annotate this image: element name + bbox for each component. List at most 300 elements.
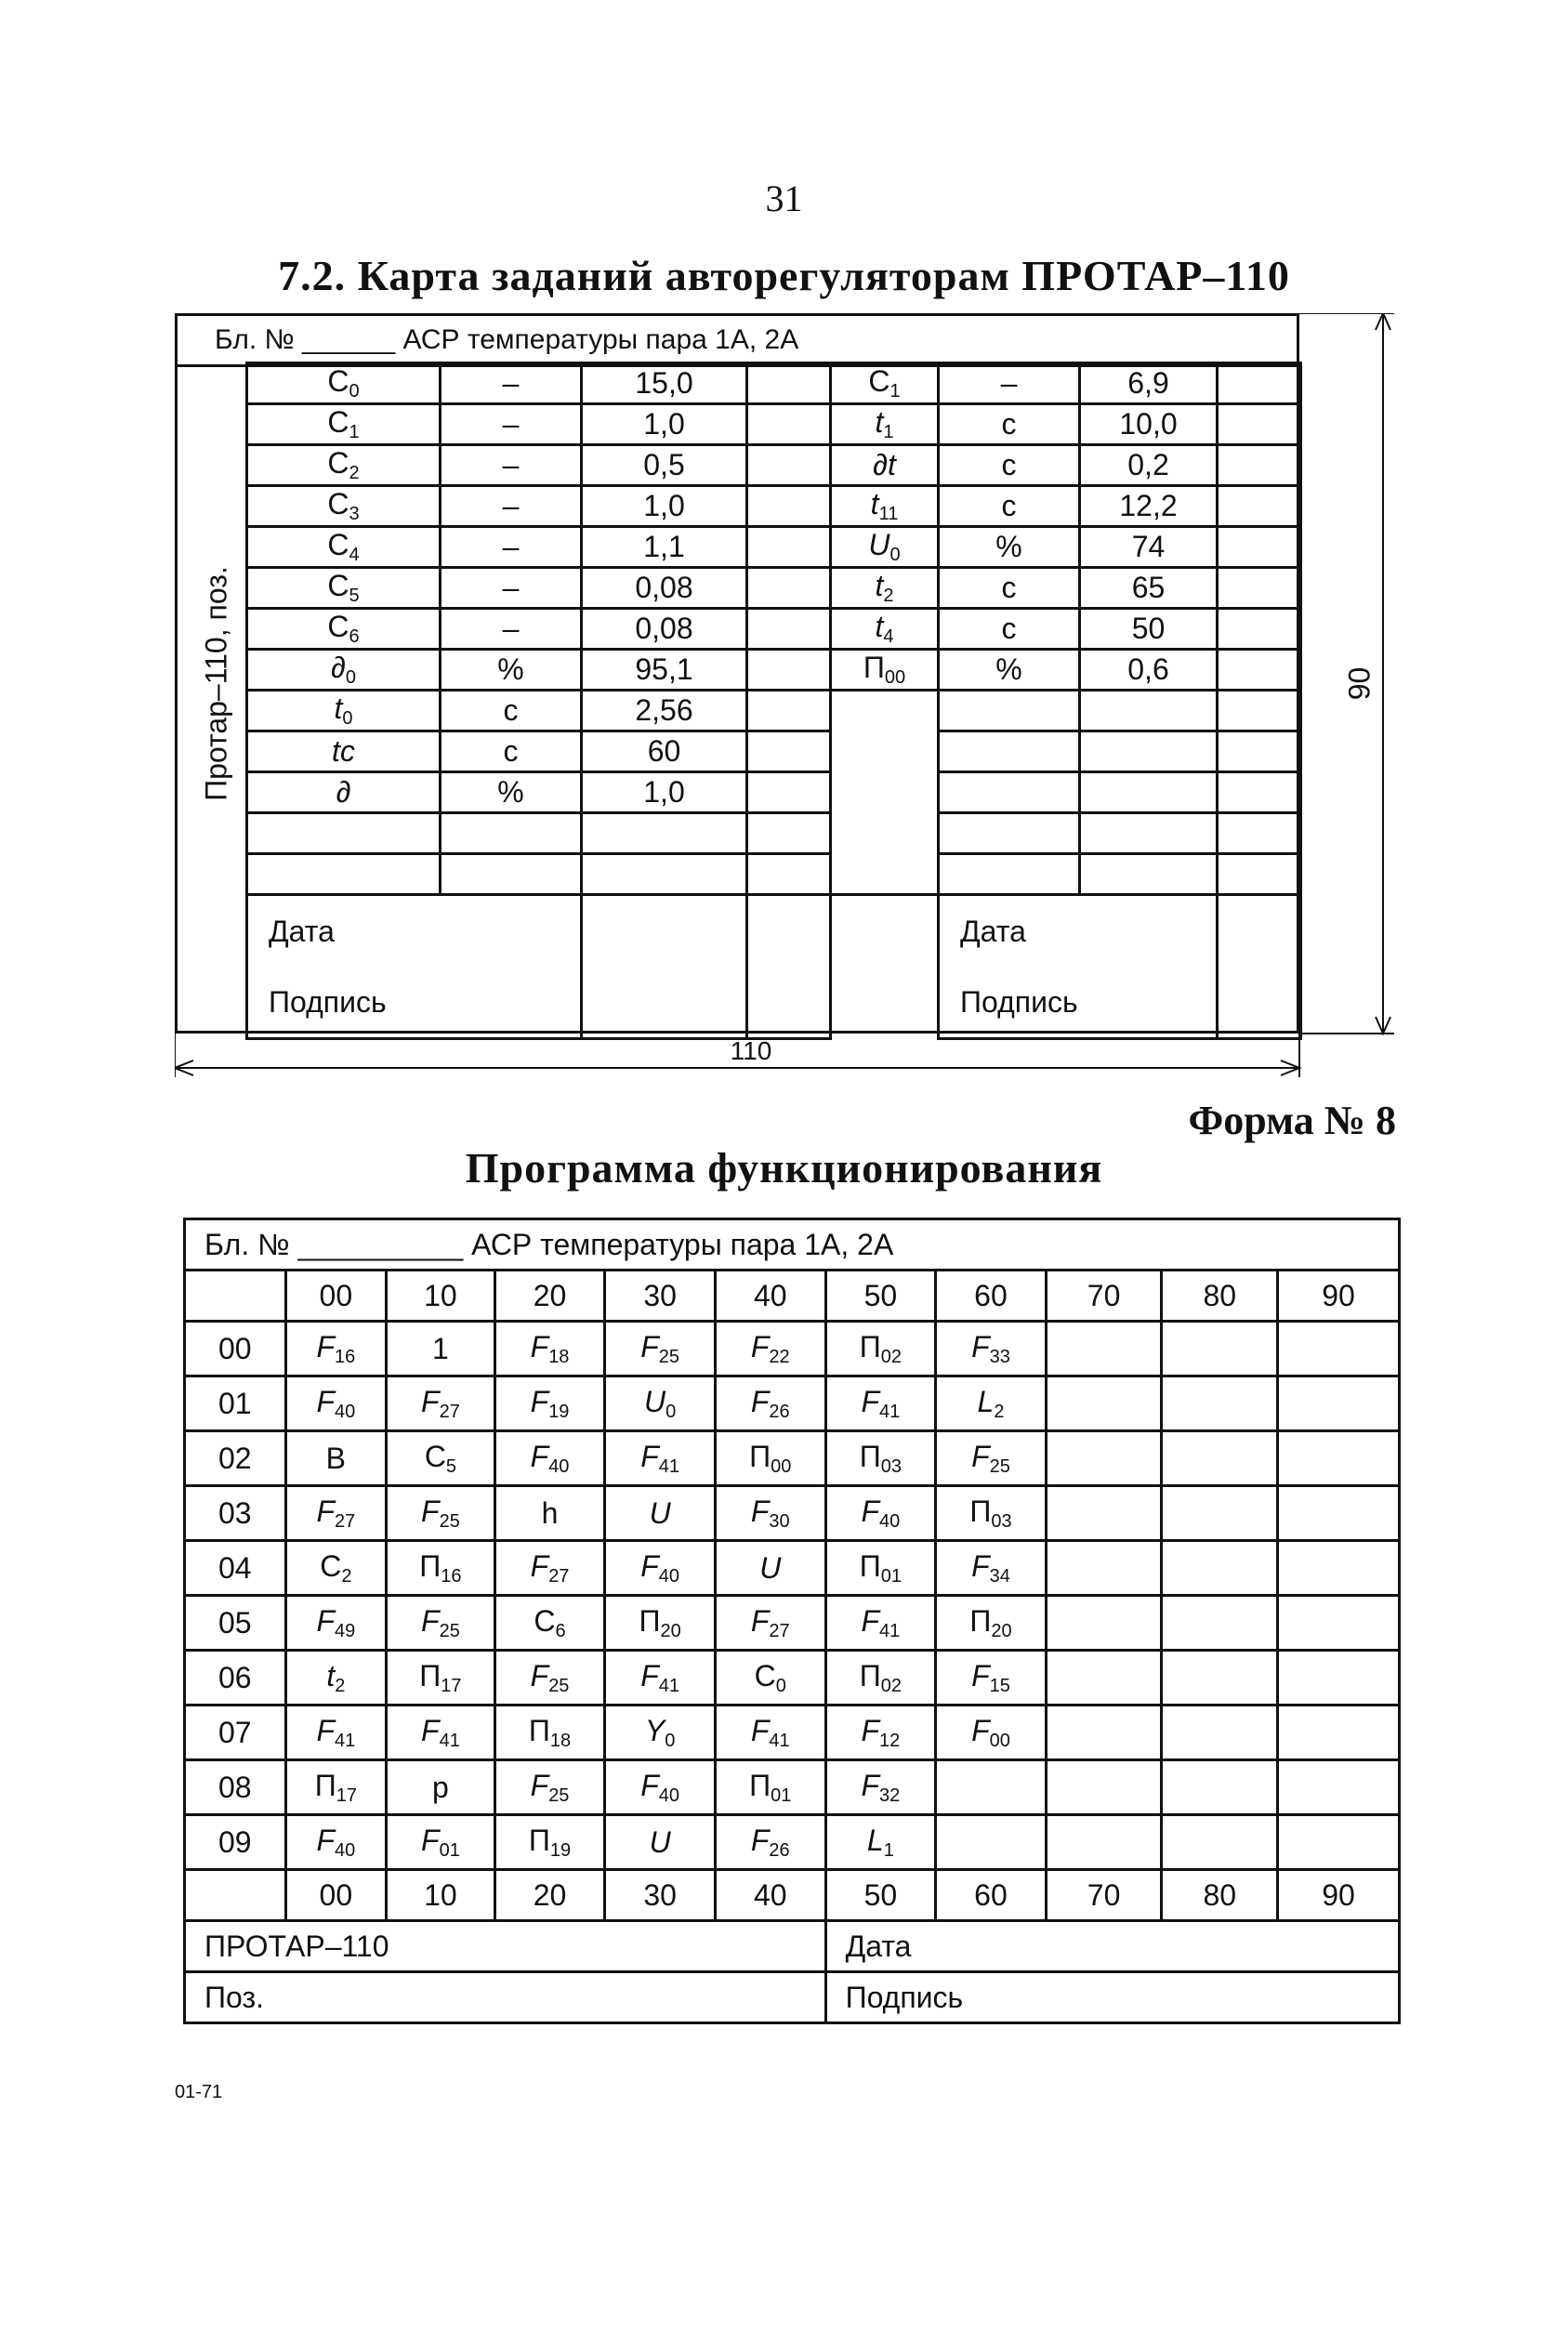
program-header: Бл. № __________ АСР температуры пара 1А, 2А <box>185 1219 1400 1271</box>
symbol-main: L <box>866 1823 884 1857</box>
program-cell <box>715 1376 825 1431</box>
symbol-main: П <box>419 1548 441 1583</box>
symbol-subscript: 40 <box>334 1401 356 1422</box>
symbol-main: F <box>316 1603 335 1638</box>
card-row <box>247 772 1301 813</box>
symbol-subscript: 30 <box>769 1510 790 1532</box>
symbol-subscript: 40 <box>879 1510 901 1532</box>
program-cell <box>936 1705 1047 1760</box>
symbol-main: П <box>528 1713 550 1747</box>
symbol-subscript: 0 <box>889 545 901 565</box>
symbol-subscript: 41 <box>658 1675 680 1696</box>
program-device-label: ПРОТАР–110 <box>185 1921 826 1972</box>
program-cell: h <box>494 1486 605 1541</box>
card-cell <box>247 568 441 609</box>
program-cell <box>1162 1705 1278 1760</box>
card-row <box>247 445 1301 486</box>
symbol-main: t <box>875 569 884 602</box>
card-cell: – <box>441 568 582 609</box>
program-cell <box>1162 1322 1278 1376</box>
symbol-subscript: 0 <box>665 1730 676 1751</box>
card-cell <box>831 650 939 691</box>
symbol-main: F <box>316 1823 335 1857</box>
program-table <box>183 1218 1401 2024</box>
card-cell: % <box>939 650 1080 691</box>
program-cell <box>1162 1541 1278 1596</box>
program-cell <box>825 1760 936 1815</box>
card-row <box>247 731 1301 772</box>
card-cell: 1,0 <box>582 404 747 445</box>
card-cell <box>247 650 441 691</box>
program-cell <box>285 1815 387 1870</box>
card-frame <box>175 313 1299 367</box>
card-cell <box>441 854 582 895</box>
symbol-main: F <box>750 1329 770 1363</box>
card-cell: 12,2 <box>1080 486 1218 527</box>
program-row <box>185 1760 1400 1815</box>
card-cell <box>247 486 441 527</box>
program-cell <box>1046 1431 1162 1486</box>
program-cell: U <box>605 1486 716 1541</box>
card-cell <box>831 772 939 813</box>
program-column-footer: 50 <box>825 1870 936 1921</box>
program-row <box>185 1431 1400 1486</box>
program-cell <box>1278 1596 1400 1651</box>
card-cell <box>747 486 831 527</box>
symbol-main: F <box>861 1713 880 1747</box>
symbol-subscript: 33 <box>989 1346 1010 1367</box>
program-cell <box>715 1322 825 1376</box>
symbol-subscript: 25 <box>439 1510 460 1532</box>
program-row <box>185 1651 1400 1705</box>
symbol-subscript: 15 <box>989 1675 1010 1696</box>
card-signature-right: Подпись <box>960 985 1078 1019</box>
program-cell <box>715 1760 825 1815</box>
symbol-main: П <box>419 1658 441 1692</box>
program-cell <box>936 1760 1047 1815</box>
symbol-main: П <box>528 1823 550 1857</box>
symbol-main: C <box>320 1548 342 1583</box>
symbol-subscript: 02 <box>880 1675 902 1696</box>
symbol-subscript: 27 <box>439 1401 460 1422</box>
program-column-header: 90 <box>1278 1271 1400 1322</box>
card-cell: с <box>939 609 1080 650</box>
program-row-label: 02 <box>185 1431 286 1486</box>
card-cell <box>247 609 441 650</box>
card-cell <box>747 772 831 813</box>
card-cell <box>939 813 1080 854</box>
footer-code: 01-71 <box>175 2082 223 2102</box>
symbol-subscript: 40 <box>548 1455 570 1477</box>
program-row-label: 00 <box>185 1322 286 1376</box>
symbol-main: t <box>875 610 884 643</box>
card-cell <box>831 854 939 895</box>
program-cell <box>605 1596 716 1651</box>
symbol-subscript: 03 <box>991 1510 1012 1532</box>
program-cell <box>1162 1651 1278 1705</box>
symbol-main: F <box>316 1384 335 1418</box>
symbol-main: F <box>421 1603 440 1638</box>
symbol-subscript: 0 <box>345 667 356 688</box>
program-row <box>185 1596 1400 1651</box>
program-cell <box>1046 1705 1162 1760</box>
symbol-main: F <box>640 1439 659 1473</box>
card-cell <box>1080 772 1218 813</box>
card-cell: 10,0 <box>1080 404 1218 445</box>
card-cell <box>1218 568 1301 609</box>
symbol-subscript: 01 <box>771 1784 792 1806</box>
card-cell: – <box>441 609 582 650</box>
symbol-main: F <box>316 1713 335 1747</box>
card-cell <box>582 813 747 854</box>
symbol-main: t <box>334 691 343 725</box>
program-cell <box>387 1651 495 1705</box>
symbol-main: F <box>971 1548 990 1583</box>
program-row-label: 03 <box>185 1486 286 1541</box>
program-cell <box>936 1486 1047 1541</box>
card-cell <box>1080 854 1218 895</box>
program-cell <box>825 1705 936 1760</box>
symbol-subscript: 25 <box>548 1784 570 1806</box>
symbol-subscript: 27 <box>548 1565 570 1587</box>
card-cell <box>747 609 831 650</box>
card-cell <box>747 527 831 568</box>
symbol-main: С <box>327 528 349 561</box>
program-column-footer: 90 <box>1278 1870 1400 1921</box>
program-cell <box>285 1760 387 1815</box>
symbol-subscript: 4 <box>349 545 360 565</box>
page-number: 31 <box>765 178 803 219</box>
symbol-main: П <box>859 1439 881 1473</box>
card-row <box>247 527 1301 568</box>
symbol-main: F <box>861 1768 880 1802</box>
program-row <box>185 1322 1400 1376</box>
symbol-main: П <box>859 1329 881 1363</box>
program-cell <box>936 1596 1047 1651</box>
program-cell <box>387 1705 495 1760</box>
symbol-subscript: 26 <box>769 1401 790 1422</box>
card-row <box>247 486 1301 527</box>
symbol-subscript: 16 <box>334 1346 356 1367</box>
symbol-subscript: 40 <box>658 1565 680 1587</box>
program-cell <box>936 1651 1047 1705</box>
program-cell <box>1046 1322 1162 1376</box>
card-cell <box>747 363 831 404</box>
symbol-main: П <box>749 1768 771 1802</box>
program-cell <box>494 1322 605 1376</box>
card-header: Бл. № ______ АСР температуры пара 1А, 2А <box>177 315 1298 366</box>
card-cell: 1,1 <box>582 527 747 568</box>
symbol-subscript: 03 <box>880 1455 902 1477</box>
symbol-main: F <box>530 1329 549 1363</box>
program-cell <box>285 1486 387 1541</box>
symbol-subscript: 27 <box>334 1510 356 1532</box>
symbol-subscript: 41 <box>658 1455 680 1477</box>
program-cell <box>1046 1486 1162 1541</box>
symbol-main: L <box>977 1384 995 1418</box>
card-cell <box>247 854 441 895</box>
program-cell <box>715 1596 825 1651</box>
program-cell <box>825 1431 936 1486</box>
card-signature-left: Подпись <box>269 985 387 1019</box>
program-signature-label: Подпись <box>825 1972 1399 2023</box>
card-cell <box>1218 650 1301 691</box>
card-cell: 0,08 <box>582 609 747 650</box>
program-cell <box>387 1376 495 1431</box>
program-cell <box>1162 1596 1278 1651</box>
program-row <box>185 1541 1400 1596</box>
program-row <box>185 1376 1400 1431</box>
program-cell <box>936 1376 1047 1431</box>
card-cell: с <box>939 486 1080 527</box>
symbol-main: t <box>870 487 879 520</box>
card-cell: 50 <box>1080 609 1218 650</box>
card-cell <box>1218 404 1301 445</box>
card-cell: 6,9 <box>1080 363 1218 404</box>
card-cell <box>247 445 441 486</box>
section-title: 7.2. Карта заданий авторегуляторам ПРОТАР–110 <box>278 252 1290 299</box>
card-date-left: Дата <box>269 915 335 948</box>
card-cell <box>1218 609 1301 650</box>
card-cell: – <box>441 486 582 527</box>
program-cell <box>1278 1541 1400 1596</box>
symbol-subscript: 41 <box>879 1401 901 1422</box>
symbol-subscript: 00 <box>771 1455 792 1477</box>
symbol-subscript: 11 <box>878 504 899 524</box>
card-cell <box>1218 486 1301 527</box>
symbol-subscript: 25 <box>989 1455 1010 1477</box>
program-column-footer: 70 <box>1046 1870 1162 1921</box>
symbol-subscript: 1 <box>883 422 894 442</box>
symbol-subscript: 17 <box>336 1784 357 1806</box>
program-column-footer: 20 <box>494 1870 605 1921</box>
program-cell <box>825 1486 936 1541</box>
card-cell: 74 <box>1080 527 1218 568</box>
program-cell <box>494 1760 605 1815</box>
card-row <box>247 404 1301 445</box>
program-column-footer: 80 <box>1162 1870 1278 1921</box>
card-cell <box>1218 854 1301 895</box>
program-cell <box>1046 1760 1162 1815</box>
program-column-header: 50 <box>825 1271 936 1322</box>
card-cell: 60 <box>582 731 747 772</box>
symbol-main: С <box>868 364 890 398</box>
card-cell <box>831 813 939 854</box>
program-cell <box>825 1322 936 1376</box>
symbol-main: U <box>868 528 890 561</box>
program-cell <box>387 1815 495 1870</box>
symbol-subscript: 01 <box>439 1839 460 1861</box>
symbol-main: F <box>530 1768 549 1802</box>
program-cell <box>1278 1760 1400 1815</box>
program-cell <box>936 1541 1047 1596</box>
card-cell: ∂ <box>247 772 441 813</box>
card-cell <box>939 772 1080 813</box>
card-cell <box>247 813 441 854</box>
symbol-subscript: 2 <box>883 586 894 606</box>
card-row <box>247 813 1301 854</box>
card-cell <box>831 486 939 527</box>
card-cell <box>747 813 831 854</box>
card-cell: 95,1 <box>582 650 747 691</box>
symbol-subscript: 40 <box>658 1784 680 1806</box>
symbol-subscript: 6 <box>349 626 360 647</box>
symbol-main: F <box>640 1329 659 1363</box>
card-cell <box>747 731 831 772</box>
card-row <box>247 568 1301 609</box>
symbol-main: Y <box>644 1713 665 1747</box>
program-cell <box>387 1431 495 1486</box>
program-cell <box>936 1431 1047 1486</box>
symbol-subscript: 02 <box>880 1346 902 1367</box>
symbol-subscript: 18 <box>549 1730 572 1751</box>
symbol-subscript: 12 <box>879 1730 901 1751</box>
card-cell <box>582 854 747 895</box>
program-cell <box>715 1815 825 1870</box>
program-row <box>185 1486 1400 1541</box>
card-cell: с <box>939 568 1080 609</box>
card-side-label: Протар–110, поз. <box>199 566 233 801</box>
symbol-subscript: 2 <box>994 1401 1005 1422</box>
card-cell: % <box>441 650 582 691</box>
symbol-main: C <box>424 1439 446 1473</box>
symbol-subscript: 00 <box>884 667 906 688</box>
program-cell <box>1162 1486 1278 1541</box>
card-cell <box>1218 772 1301 813</box>
program-cell <box>285 1376 387 1431</box>
symbol-subscript: 4 <box>883 626 894 647</box>
symbol-main: ∂ <box>331 651 346 684</box>
symbol-main: П <box>749 1439 771 1473</box>
card-cell <box>247 404 441 445</box>
program-cell <box>1278 1376 1400 1431</box>
program-cell <box>1162 1376 1278 1431</box>
symbol-subscript: 0 <box>342 708 353 729</box>
symbol-subscript: 2 <box>349 463 360 483</box>
card-cell <box>747 650 831 691</box>
card-cell: – <box>939 363 1080 404</box>
program-cell <box>1046 1815 1162 1870</box>
program-cell: p <box>387 1760 495 1815</box>
program-cell <box>387 1541 495 1596</box>
card-cell: 1,0 <box>582 486 747 527</box>
card-row <box>247 363 1301 404</box>
symbol-subscript: 20 <box>991 1620 1012 1641</box>
program-cell <box>1046 1376 1162 1431</box>
symbol-subscript: 16 <box>441 1565 462 1587</box>
program-cell <box>1278 1486 1400 1541</box>
card-cell: – <box>441 363 582 404</box>
card-cell <box>747 404 831 445</box>
program-cell <box>936 1322 1047 1376</box>
program-column-header: 60 <box>936 1271 1047 1322</box>
symbol-main: F <box>421 1823 440 1857</box>
program-cell <box>1162 1815 1278 1870</box>
form-label: Форма № 8 <box>1188 1098 1396 1143</box>
card-cell <box>1218 527 1301 568</box>
symbol-main: F <box>971 1658 990 1692</box>
card-blank-cell <box>582 895 747 1039</box>
program-cell: U <box>605 1815 716 1870</box>
symbol-main: F <box>421 1713 440 1747</box>
symbol-main: F <box>530 1658 549 1692</box>
card-cell: ∂t <box>831 445 939 486</box>
program-cell <box>494 1815 605 1870</box>
card-cell <box>831 404 939 445</box>
program-column-footer: 30 <box>605 1870 716 1921</box>
program-cell <box>825 1541 936 1596</box>
card-cell <box>1218 691 1301 731</box>
symbol-subscript: 22 <box>769 1346 790 1367</box>
symbol-subscript: 25 <box>658 1346 680 1367</box>
program-cell <box>605 1705 716 1760</box>
program-cell <box>1278 1651 1400 1705</box>
symbol-subscript: 41 <box>769 1730 790 1751</box>
symbol-subscript: 1 <box>883 1839 894 1861</box>
symbol-main: С <box>327 487 349 520</box>
program-cell <box>494 1541 605 1596</box>
card-cell <box>1218 813 1301 854</box>
card-cell <box>747 445 831 486</box>
program-cell <box>715 1705 825 1760</box>
symbol-subscript: 17 <box>441 1675 462 1696</box>
symbol-main: П <box>863 651 885 684</box>
symbol-main: U <box>644 1384 666 1418</box>
program-row-label: 06 <box>185 1651 286 1705</box>
program-column-footer: 60 <box>936 1870 1047 1921</box>
symbol-main: П <box>969 1603 992 1638</box>
program-cell <box>605 1376 716 1431</box>
card-cell <box>939 731 1080 772</box>
symbol-subscript: 41 <box>334 1730 356 1751</box>
card-row <box>247 609 1301 650</box>
symbol-main: С <box>327 610 349 643</box>
symbol-subscript: 25 <box>439 1620 460 1641</box>
program-cell <box>285 1705 387 1760</box>
program-cell <box>605 1322 716 1376</box>
program-cell <box>605 1431 716 1486</box>
symbol-subscript: 40 <box>334 1839 356 1861</box>
symbol-main: F <box>971 1713 990 1747</box>
symbol-main: П <box>859 1548 881 1583</box>
symbol-main: П <box>859 1658 881 1692</box>
program-row-label: 09 <box>185 1815 286 1870</box>
symbol-main: F <box>971 1329 990 1363</box>
program-cell <box>1162 1431 1278 1486</box>
program-column-header: 80 <box>1162 1271 1278 1322</box>
program-row <box>185 1705 1400 1760</box>
card-cell <box>939 854 1080 895</box>
symbol-subscript: 25 <box>548 1675 570 1696</box>
program-row <box>185 1815 1400 1870</box>
symbol-main: F <box>861 1384 880 1418</box>
symbol-main: F <box>530 1548 549 1583</box>
card-row <box>247 854 1301 895</box>
settings-card <box>175 313 1377 1065</box>
card-cell <box>1218 731 1301 772</box>
program-cell <box>285 1651 387 1705</box>
program-position-label: Поз. <box>185 1972 826 2023</box>
symbol-subscript: 0 <box>349 381 360 402</box>
program-cell <box>1046 1596 1162 1651</box>
card-cell: 15,0 <box>582 363 747 404</box>
card-blank-cell <box>831 895 939 1039</box>
card-cell <box>939 691 1080 731</box>
card-blank-cell <box>1218 895 1301 1039</box>
program-column-footer: 10 <box>387 1870 495 1921</box>
program-cell <box>1278 1705 1400 1760</box>
card-cell <box>441 813 582 854</box>
